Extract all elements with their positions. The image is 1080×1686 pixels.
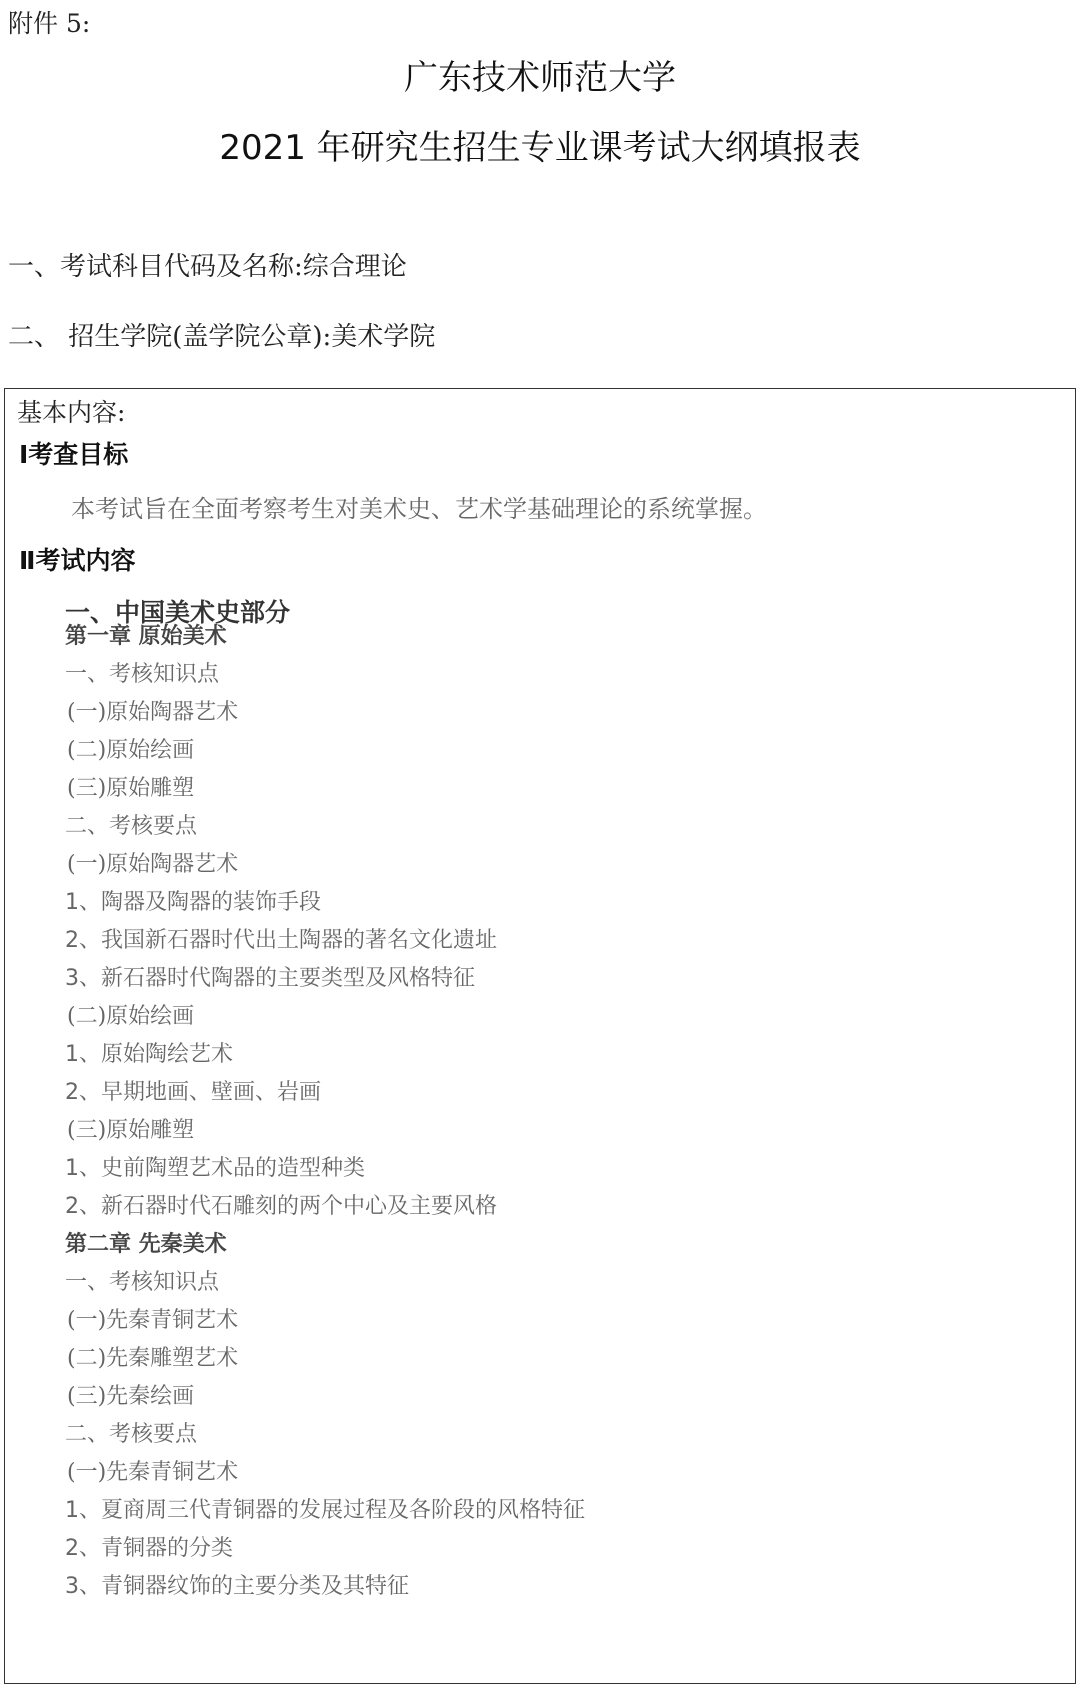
outline-item: 2、早期地画、壁画、岩画 <box>65 1080 321 1105</box>
basic-content-box <box>4 388 1076 1684</box>
outline-item: (三)先秦绘画 <box>67 1384 195 1409</box>
attachment-label: 附件 5: <box>8 9 91 38</box>
outline-heading: 一、考核知识点 <box>65 662 220 687</box>
outline-item: (二)原始绘画 <box>67 1004 195 1029</box>
outline-item: 1、夏商周三代青铜器的发展过程及各阶段的风格特征 <box>65 1498 585 1523</box>
outline-heading: 一、考核知识点 <box>65 1270 220 1295</box>
outline-item: 1、史前陶塑艺术品的造型种类 <box>65 1156 365 1181</box>
chapter-2-title: 第二章 先秦美术 <box>65 1232 227 1257</box>
section-exam-objective: Ⅰ考查目标 <box>19 440 129 469</box>
part-chinese-art-history: 一、中国美术史部分 <box>65 598 291 627</box>
outline-item: 3、新石器时代陶器的主要类型及风格特征 <box>65 966 475 991</box>
form-title: 2021 年研究生招生专业课考试大纲填报表 <box>219 128 861 168</box>
outline-item: 3、青铜器纹饰的主要分类及其特征 <box>65 1574 409 1599</box>
outline-item: 2、我国新石器时代出土陶器的著名文化遗址 <box>65 928 497 953</box>
outline-item: (一)原始陶器艺术 <box>67 700 239 725</box>
objective-text: 本考试旨在全面考察考生对美术史、艺术学基础理论的系统掌握。 <box>71 495 767 523</box>
outline-item: (一)先秦青铜艺术 <box>67 1460 239 1485</box>
college-field: 二、 招生学院(盖学院公章):美术学院 <box>8 322 436 352</box>
outline-item: (二)原始绘画 <box>67 738 195 763</box>
outline-item: (一)原始陶器艺术 <box>67 852 239 877</box>
outline-item: (一)先秦青铜艺术 <box>67 1308 239 1333</box>
chapter-1-title: 第一章 原始美术 <box>65 624 227 649</box>
outline-item: 2、新石器时代石雕刻的两个中心及主要风格 <box>65 1194 497 1219</box>
university-title: 广东技术师范大学 <box>404 58 676 98</box>
exam-subject-field: 一、考试科目代码及名称:综合理论 <box>8 252 407 282</box>
outline-item: (二)先秦雕塑艺术 <box>67 1346 239 1371</box>
outline-heading: 二、考核要点 <box>65 814 198 839</box>
outline-heading: 二、考核要点 <box>65 1422 198 1447</box>
outline-item: 2、青铜器的分类 <box>65 1536 233 1561</box>
basic-content-label: 基本内容: <box>17 398 126 427</box>
outline-item: (三)原始雕塑 <box>67 776 195 801</box>
outline-item: 1、原始陶绘艺术 <box>65 1042 233 1067</box>
outline-item: 1、陶器及陶器的装饰手段 <box>65 890 321 915</box>
outline-item: (三)原始雕塑 <box>67 1118 195 1143</box>
section-exam-content: Ⅱ考试内容 <box>19 546 136 575</box>
